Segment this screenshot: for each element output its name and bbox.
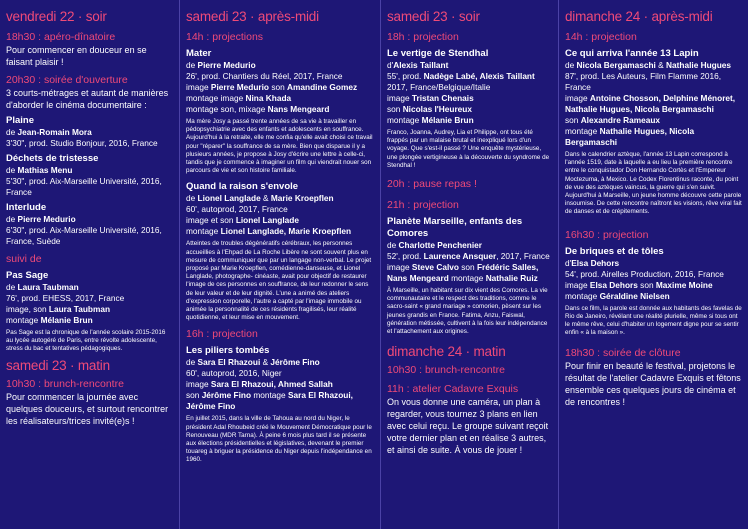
section-text: 3 courts-métrages et autant de manières d'aborder le cinéma documentaire : [6,88,169,110]
film-description: En juillet 2015, dans la ville de Tahoua au nord du Niger, le président Adal Rhoubeid créé le Mouvement Démocratique pour le Renouveau (MDR Tarna). À peine 6 mois plus tard il se présente aux élections présidentielles et législatives, devenant le premier touareg à briguer la présidence du Niger depuis l'indépendance en 1960. [186,415,372,464]
film-credit: d'Alexis Taillant [387,60,449,70]
film-credit: de Pierre Medurio [6,214,76,224]
day-heading: samedi 23 · soir [387,9,480,24]
section-time: 18h : projection [387,31,459,43]
film-credit: de Laura Taubman [6,282,79,292]
film-title: Pas Sage [6,270,49,281]
day-heading: vendredi 22 · soir [6,9,107,24]
film-credit: 55', prod. Nadège Labé, Alexis Taillant [387,71,535,81]
section-time: 20h : pause repas ! [387,178,477,191]
film-credit: 87', prod. Les Auteurs, Film Flamme 2016, France [565,71,722,92]
section-time: 14h : projections [186,31,264,43]
film-credit: de Jean-Romain Mora [6,127,92,137]
film-title: Quand la raison s'envole [186,181,299,193]
section-time: 20h30 : soirée d'ouverture [6,74,128,86]
film-title: Déchets de tristesse [6,153,99,164]
film-description: À Marseille, un habitant sur dix vient des Comores. La vie communautaire et le respect des traditions, comme le sacro-saint « grand mariage » comorien, pèsent sur les jeunes grandis en France. Fatima, Anzu, Faiswal, génération métissée, cultivent à la fois leur indépendance et l'attachement aux origines. [387,287,548,336]
film-description: Pas Sage est la chronique de l'année scolaire 2015-2016 au lycée autogéré de Paris, entre révolte adolescente, stress du bac et tentatives pédagogiques. [6,329,166,353]
film-description: Atteintes de troubles dégénératifs cérébraux, les personnes accueillies à l'Ehpad de La Roche Libère ne sont souvent plus en mesure de communiquer que par un langage non-verbal. Le projet proposé par Marie Kroepflen, comédienne-danseuse, et Lionel Langlade, photographe- cinéaste, avait pour objectif de restaurer l'image de ces personnes en souffrance, de leur redonner le sens de leur valeur et de leur dignité. L'une a animé des ateliers d'expression corporelle, l'autre a capté par l'image immobile ou animée la personnalité de ces résidents fragilisés, leur réalité quotidienne, et leur mise en mouvement. [186,240,372,322]
film-title: Mater [186,48,212,59]
film-credit: son Jérôme Fino montage Sara El Rhazoui, Jérôme Fino [186,390,353,412]
film-credit: d'Elsa Dehors [565,257,620,268]
film-title: Les piliers tombés [186,345,270,357]
film-credit: montage image Nina Khada [186,93,292,103]
film-credit: montage Mélanie Brun [387,115,474,125]
film-credit: image Sara El Rhazoui, Ahmed Sallah [186,379,333,390]
film-credit: de Lionel Langlade & Marie Kroepflen [186,193,334,204]
film-credit: de Sara El Rhazoui & Jérôme Fino [186,357,320,368]
film-credit: 76', prod. EHESS, 2017, France [6,293,125,303]
film-title: Le vertige de Stendhal [387,48,489,59]
film-credit: montage son, mixage Nans Mengeard [186,104,330,114]
film-title: Plaine [6,115,34,126]
film-credit: image Elsa Dehors son Maxime Moine [565,279,713,290]
section-time: 10h30 : brunch-rencontre [6,377,124,390]
film-description: Ma mère Josy a passé trente années de sa vie à travailler en pédopsychiatrie avec des enfants et adolescents en souffrance. Aujourd'hui à la retraite, elle me confia qu'elle avait choisi ce travail pour "réparer" la souffrance de sa mère. Bien que disparue il y a plusieurs années, je propose à Josy d'écrire une lettre à celle-ci, tandis que je commence à imaginer un film qui viendrait nouer son parcours de vie et son histoire familiale. [186,118,373,175]
film-credit: image Steve Calvo son Frédéric Salles, [387,262,539,273]
film-credit: 52', prod. Laurence Ansquer, 2017, France [387,251,550,262]
section-text: Pour finir en beauté le festival, projetons le résultat de l'atelier Cadavre Exquis et fêtons ensemble ces quelques jours de cinéma et de rencontres ! [565,361,741,408]
film-credit: de Pierre Medurio [186,60,256,70]
day-heading: samedi 23 · après-midi [186,9,319,24]
film-credit: image Antoine Chosson, Delphine Ménoret, Nathalie Hugues, Nicola Bergamaschi [565,93,736,114]
section-time: 10h30 : brunch-rencontre [387,364,505,377]
section-time: suivi de [6,253,42,265]
film-credit: son Alexandre Rameaux [565,115,661,125]
film-credit: de Mathias Menu [6,165,73,175]
section-text: On vous donne une caméra, un plan à regarder, vous tournez 3 plans en lien avec celui reçu. Le groupe suivant reçoit votre dernier plan et en réalise 3 autres, et ainsi de suite. À vous de jouer ! [387,397,549,456]
column-sunday-afternoon [558,0,748,529]
film-credit: montage Mélanie Brun [6,315,93,325]
film-credit: 54', prod. Airelles Production, 2016, France [565,268,724,279]
film-credit: image Pierre Medurio son Amandine Gomez [186,82,358,92]
section-time: 16h30 : projection [565,228,649,241]
day-heading: dimanche 24 · matin [387,344,506,360]
film-credit: montage Géraldine Nielsen [565,290,670,301]
film-credit: montage Lionel Langlade, Marie Kroepflen [186,226,352,237]
film-credit: image Tristan Chenais [387,93,474,103]
section-time: 11h : atelier Cadavre Exquis [387,383,519,396]
film-title: Interlude [6,202,47,213]
section-time: 14h : projection [565,31,637,43]
film-credit: 2017, France/Belgique/Italie [387,82,491,92]
film-description: Franco, Joanna, Audrey, Lia et Philippe, ont tous été frappés par un malaise brutal et inexpliqué lors d'un voyage. Que s'est-il passé ? Une enquête mystérieuse, une plongée vertigineuse à la découverte du syndrome de Stendhal ! [387,129,550,169]
film-credit: image, son Laura Taubman [6,304,111,314]
film-credit: 60', autoprod, 2016, Niger [186,368,282,379]
day-heading: samedi 23 · matin [6,357,110,373]
film-description: Dans le calendrier aztèque, l'année 13 Lapin correspond à l'année 1519, date à laquelle a eu lieu la première rencontre entre le conquistador Don Hernando Cortès et l'Empereur Moctezuma, à Mexico. Le Codex Florentinus raconte, du point de vue des aztèques vaincus, la guerre qui s'en suivit. Aujourd'hui à Marseille, un jeune homme découvre cette parole insoumise. De cette rencontre naîtront les visions, rêve viral fait de danses et de crépitements. [565,151,742,216]
film-credit: image et son Lionel Langlade [186,215,299,226]
film-credit: 6'30", prod. Aix-Marseille Université, 2016, France, Suède [6,225,162,246]
film-title: Ce qui arriva l'année 13 Lapin [565,48,699,59]
column-saturday-afternoon [179,0,379,529]
section-text: Pour commencer en douceur en se faisant plaisir ! [6,45,147,67]
column-friday-evening [0,0,178,529]
film-title: Planète Marseille, enfants des Comores [387,216,523,240]
section-time: 16h : projection [186,328,258,341]
film-credit: de Nicola Bergamaschi & Nathalie Hugues [565,60,732,70]
film-credit: de Charlotte Penchenier [387,240,482,251]
film-credit: 60', autoprod, 2017, France [186,204,288,215]
film-credit: son Nicolas l'Heureux [387,104,472,114]
column-saturday-evening [380,0,557,529]
day-heading: dimanche 24 · après-midi [565,9,713,24]
section-time: 18h30 : soirée de clôture [565,347,681,360]
film-credit: Nans Mengeard montage Nathalie Ruiz [387,273,538,284]
section-time: 21h : projection [387,199,459,212]
film-title: De briques et de tôles [565,245,664,257]
film-credit: 5'30", prod. Aix-Marseille Université, 2016, France [6,176,162,197]
film-credit: 3'30", prod. Studio Bonjour, 2016, France [6,138,158,148]
film-credit: montage Nathalie Hugues, Nicola Bergamaschi [565,126,695,147]
section-text: Pour commencer la journée avec quelques douceurs, et surtout rencontrer les réalisateurs/trices invité(e)s ! [6,391,169,426]
section-time: 18h30 : apéro-dînatoire [6,31,116,43]
film-description: Dans ce film, la parole est donnée aux habitants des favelas de Rio de Janeiro, révélant une réalité plurielle, même si tous ont le même rêve, celui d'habiter un logement digne pour se sentir enfin « à la maison ». [565,304,742,337]
film-credit: 26', prod. Chantiers du Réel, 2017, France [186,71,343,81]
